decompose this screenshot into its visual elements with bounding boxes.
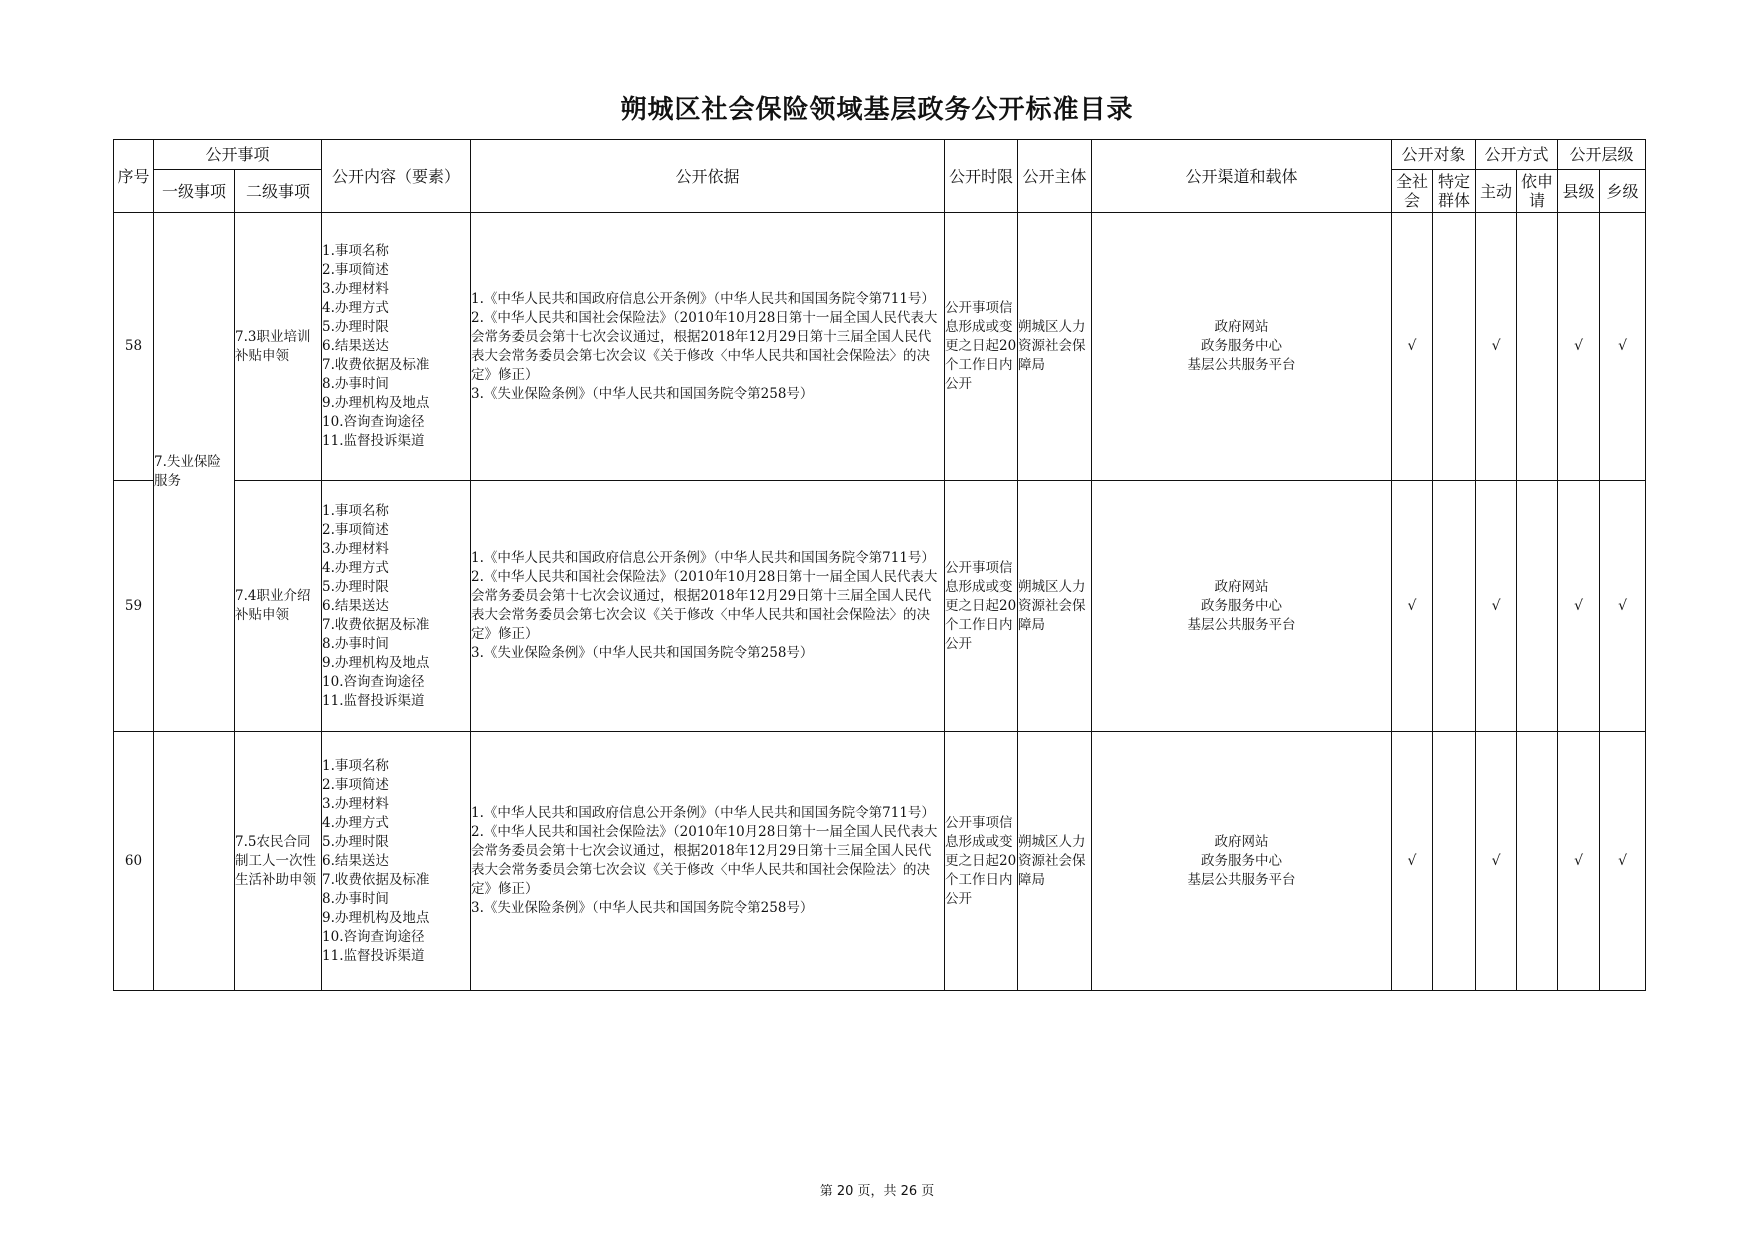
- subject-cell: 朔城区人力资源社会保障局: [1018, 481, 1092, 732]
- list-item: 9.办理机构及地点: [322, 654, 430, 671]
- list-item: 1.事项名称: [322, 502, 389, 519]
- list-item: 8.办事时间: [322, 635, 389, 652]
- list-item: 7.收费依据及标准: [322, 616, 430, 633]
- table-row: [114, 213, 1646, 481]
- channel-cell: [1092, 732, 1392, 991]
- header-target-specific: 特定群体: [1433, 170, 1476, 213]
- channel-item: 政务服务中心: [1201, 338, 1283, 354]
- target-specific-mark: [1433, 213, 1476, 481]
- list-item: 2.事项简述: [322, 262, 389, 278]
- level2-item-cell: 7.5农民合同制工人一次性生活补助申领: [235, 732, 322, 991]
- time-limit-cell: 公开事项信息形成或变更之日起20个工作日内公开: [945, 732, 1018, 991]
- header-method-active: 主动: [1476, 170, 1517, 213]
- target-specific-mark: [1433, 732, 1476, 991]
- list-item: 6.结果送达: [322, 852, 389, 869]
- list-item: 5.办理时限: [322, 578, 389, 595]
- target-all-mark: √: [1392, 732, 1433, 991]
- channel-cell: [1092, 213, 1392, 481]
- channel-item: 基层公共服务平台: [1187, 616, 1296, 633]
- list-item: 4.办理方式: [322, 300, 389, 316]
- list-item: 5.办理时限: [322, 833, 389, 850]
- seq-cell: 60: [114, 732, 154, 991]
- subject-cell: 朔城区人力资源社会保障局: [1018, 732, 1092, 991]
- method-apply-mark: [1517, 732, 1558, 991]
- list-item: 1.事项名称: [322, 243, 389, 259]
- channel-cell: [1092, 481, 1392, 732]
- content-list: [322, 213, 471, 481]
- list-item: 8.办事时间: [322, 376, 389, 392]
- header-level2: 二级事项: [235, 170, 322, 213]
- header-level1: 一级事项: [154, 170, 235, 213]
- level-county-mark: √: [1558, 732, 1600, 991]
- level-township-mark: √: [1600, 481, 1646, 732]
- time-limit-cell: 公开事项信息形成或变更之日起20个工作日内公开: [945, 213, 1018, 481]
- channel-item: 政务服务中心: [1201, 597, 1283, 614]
- time-limit-cell: 公开事项信息形成或变更之日起20个工作日内公开: [945, 481, 1018, 732]
- header-level-county: 县级: [1558, 170, 1600, 213]
- list-item: 7.收费依据及标准: [322, 357, 430, 373]
- method-apply-mark: [1517, 213, 1558, 481]
- list-item: 9.办理机构及地点: [322, 909, 430, 926]
- channel-item: 政府网站: [1214, 319, 1269, 335]
- header-target-all: 全社会: [1392, 170, 1433, 213]
- list-item: 3.办理材料: [322, 795, 389, 812]
- basis-cell: 1.《中华人民共和国政府信息公开条例》（中华人民共和国国务院令第711号） 2.《中华人民共和国社会保险法》（2010年10月28日第十一届全国人民代表大会常务委员会第十七次会议通过，根据2018年12月29日第十三届全国人民代表大会常务委员会第七次会议《关于修改〈中华人民共和国社会保险法〉的决定》修正） 3.《失业保险条例》（中华人民共和国国务院令第258号）: [471, 213, 945, 481]
- list-item: 2.事项简述: [322, 521, 389, 538]
- header-method-apply: 依申请: [1517, 170, 1558, 213]
- level1-item-cell-empty: [154, 732, 235, 991]
- seq-cell: 58: [114, 213, 154, 481]
- method-active-mark: √: [1476, 213, 1517, 481]
- list-item: 10.咨询查询途径: [322, 414, 425, 430]
- header-public-items: 公开事项: [154, 140, 322, 170]
- level1-item-cell: 7.失业保险服务: [154, 213, 235, 732]
- header-seq: 序号: [114, 140, 154, 213]
- target-specific-mark: [1433, 481, 1476, 732]
- basis-cell: 1.《中华人民共和国政府信息公开条例》（中华人民共和国国务院令第711号） 2.《中华人民共和国社会保险法》（2010年10月28日第十一届全国人民代表大会常务委员会第十七次会议通过，根据2018年12月29日第十三届全国人民代表大会常务委员会第七次会议《关于修改〈中华人民共和国社会保险法〉的决定》修正） 3.《失业保险条例》（中华人民共和国国务院令第258号）: [471, 732, 945, 991]
- target-all-mark: √: [1392, 481, 1433, 732]
- content-list: [322, 732, 471, 991]
- method-active-mark: √: [1476, 481, 1517, 732]
- list-item: 9.办理机构及地点: [322, 395, 430, 411]
- table-row: [114, 481, 1646, 732]
- method-active-mark: √: [1476, 732, 1517, 991]
- page-title: 朔城区社会保险领域基层政务公开标准目录: [620, 95, 1134, 125]
- header-level: 公开层级: [1558, 140, 1646, 170]
- header-channel: 公开渠道和载体: [1092, 140, 1392, 213]
- level2-item-cell: 7.3职业培训补贴申领: [235, 213, 322, 481]
- list-item: 6.结果送达: [322, 597, 389, 614]
- level-county-mark: √: [1558, 213, 1600, 481]
- list-item: 11.监督投诉渠道: [322, 433, 425, 449]
- list-item: 3.办理材料: [322, 540, 389, 557]
- table-row: [114, 732, 1646, 991]
- list-item: 1.事项名称: [322, 757, 389, 774]
- header-method: 公开方式: [1476, 140, 1558, 170]
- list-item: 3.办理材料: [322, 281, 389, 297]
- channel-item: 政府网站: [1214, 833, 1269, 850]
- list-item: 10.咨询查询途径: [322, 673, 425, 690]
- target-all-mark: √: [1392, 213, 1433, 481]
- header-content: 公开内容（要素）: [322, 140, 471, 213]
- level2-item-cell: 7.4职业介绍补贴申领: [235, 481, 322, 732]
- catalog-table: [113, 139, 1646, 991]
- list-item: 7.收费依据及标准: [322, 871, 430, 888]
- seq-cell: 59: [114, 481, 154, 732]
- header-level-township: 乡级: [1600, 170, 1646, 213]
- subject-cell: 朔城区人力资源社会保障局: [1018, 213, 1092, 481]
- list-item: 5.办理时限: [322, 319, 389, 335]
- list-item: 10.咨询查询途径: [322, 928, 425, 945]
- list-item: 8.办事时间: [322, 890, 389, 907]
- list-item: 2.事项简述: [322, 776, 389, 793]
- list-item: 11.监督投诉渠道: [322, 692, 425, 709]
- header-target: 公开对象: [1392, 140, 1476, 170]
- list-item: 4.办理方式: [322, 559, 389, 576]
- level-township-mark: √: [1600, 213, 1646, 481]
- header-basis: 公开依据: [471, 140, 945, 213]
- header-subject: 公开主体: [1018, 140, 1092, 213]
- list-item: 11.监督投诉渠道: [322, 947, 425, 964]
- list-item: 6.结果送达: [322, 338, 389, 354]
- channel-item: 基层公共服务平台: [1187, 871, 1296, 888]
- basis-cell: 1.《中华人民共和国政府信息公开条例》（中华人民共和国国务院令第711号） 2.《中华人民共和国社会保险法》（2010年10月28日第十一届全国人民代表大会常务委员会第十七次会议通过，根据2018年12月29日第十三届全国人民代表大会常务委员会第七次会议《关于修改〈中华人民共和国社会保险法〉的决定》修正） 3.《失业保险条例》（中华人民共和国国务院令第258号）: [471, 481, 945, 732]
- content-list: [322, 481, 471, 732]
- page-footer: 第 20 页，共 26 页: [819, 1184, 935, 1199]
- header-time-limit: 公开时限: [945, 140, 1018, 213]
- channel-item: 基层公共服务平台: [1187, 357, 1296, 373]
- list-item: 4.办理方式: [322, 814, 389, 831]
- method-apply-mark: [1517, 481, 1558, 732]
- channel-item: 政务服务中心: [1201, 852, 1283, 869]
- channel-item: 政府网站: [1214, 578, 1269, 595]
- level-county-mark: √: [1558, 481, 1600, 732]
- level-township-mark: √: [1600, 732, 1646, 991]
